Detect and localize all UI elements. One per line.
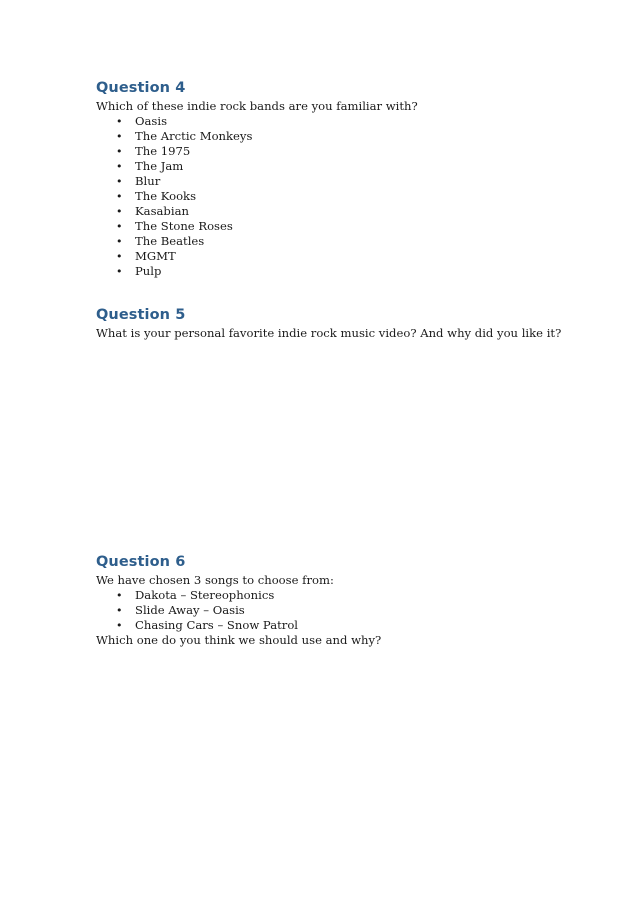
question-5-heading: Question 5 <box>96 307 186 323</box>
question-6-intro: We have chosen 3 songs to choose from: <box>96 573 334 587</box>
band-list-item <box>96 144 576 159</box>
song-list <box>96 588 576 633</box>
bullet-icon: • <box>116 190 123 203</box>
song-title: Slide Away – Oasis <box>135 603 245 617</box>
band-list-item <box>96 174 576 189</box>
song-list-item <box>96 618 576 633</box>
band-list-item <box>96 159 576 174</box>
question-5-section <box>96 306 576 341</box>
bullet-icon: • <box>116 220 123 233</box>
bullet-icon: • <box>116 130 123 143</box>
band-list-item <box>96 189 576 204</box>
bullet-icon: • <box>116 265 123 278</box>
bullet-icon: • <box>116 160 123 173</box>
bullet-icon: • <box>116 205 123 218</box>
question-6-followup: Which one do you think we should use and why? <box>96 633 382 647</box>
question-6-heading: Question 6 <box>96 554 186 570</box>
band-list-item <box>96 114 576 129</box>
bullet-icon: • <box>116 175 123 188</box>
bullet-icon: • <box>116 589 123 602</box>
band-name: Kasabian <box>135 204 189 218</box>
song-list-item <box>96 603 576 618</box>
bullet-icon: • <box>116 145 123 158</box>
question-4-section <box>96 79 576 279</box>
band-list-item <box>96 204 576 219</box>
band-list-item <box>96 234 576 249</box>
question-4-heading: Question 4 <box>96 80 186 96</box>
bullet-icon: • <box>116 619 123 632</box>
band-list-item <box>96 249 576 264</box>
song-title: Chasing Cars – Snow Patrol <box>135 618 299 632</box>
band-name: The Arctic Monkeys <box>135 129 253 143</box>
song-list-item <box>96 588 576 603</box>
song-title: Dakota – Stereophonics <box>135 588 275 602</box>
bullet-icon: • <box>116 250 123 263</box>
band-list <box>96 114 576 279</box>
bullet-icon: • <box>116 604 123 617</box>
band-list-item <box>96 219 576 234</box>
band-list-item <box>96 264 576 279</box>
band-name: Oasis <box>135 114 168 128</box>
band-name: The Kooks <box>135 189 197 203</box>
band-name: The Beatles <box>135 234 205 248</box>
band-name: The Stone Roses <box>135 219 233 233</box>
band-name: MGMT <box>135 249 176 263</box>
bullet-icon: • <box>116 115 123 128</box>
band-name: The Jam <box>135 159 184 173</box>
band-name: Pulp <box>135 264 162 278</box>
band-list-item <box>96 129 576 144</box>
question-6-section <box>96 553 576 648</box>
question-5-prompt: What is your personal favorite indie rock music video? And why did you like it? <box>96 326 562 340</box>
band-name: The 1975 <box>135 144 191 158</box>
question-4-prompt: Which of these indie rock bands are you familiar with? <box>96 99 418 113</box>
bullet-icon: • <box>116 235 123 248</box>
band-name: Blur <box>135 174 161 188</box>
